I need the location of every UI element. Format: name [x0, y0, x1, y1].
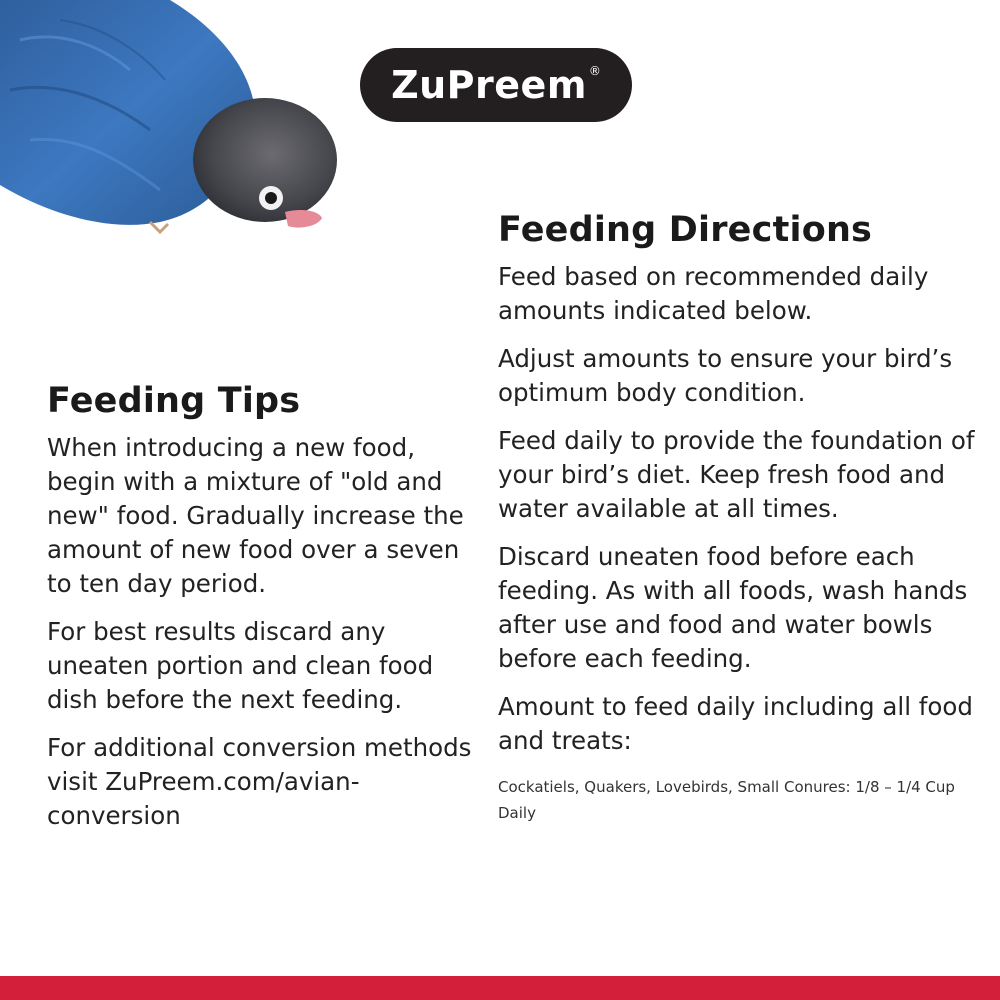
feeding-directions-heading: Feeding Directions	[498, 210, 873, 250]
feeding-directions-paragraph: Feed daily to provide the foundation of your bird’s diet. Keep fresh food and water available at all times.	[498, 426, 975, 523]
feeding-directions-section	[498, 210, 978, 840]
zupreem-logo	[360, 48, 632, 122]
lovebird-image	[0, 0, 345, 240]
feeding-tips-paragraph: For additional conversion methods visit ZuPreem.com/avian-conversion	[47, 733, 472, 830]
feeding-directions-paragraph: Amount to feed daily including all food and treats:	[498, 692, 973, 755]
feeding-directions-paragraph: Discard uneaten food before each feeding. As with all foods, wash hands after use and food and water bowls before each feeding.	[498, 542, 968, 673]
feeding-directions-paragraph: Feed based on recommended daily amounts indicated below.	[498, 262, 929, 325]
feeding-tips-section	[47, 381, 487, 847]
feeding-tips-paragraph: When introducing a new food, begin with a mixture of "old and new" food. Gradually increase the amount of new food over a seven to ten day period.	[47, 433, 464, 598]
feeding-directions-paragraph: Adjust amounts to ensure your bird’s optimum body condition.	[498, 344, 953, 407]
feeding-amount-note: Cockatiels, Quakers, Lovebirds, Small Conures: 1/8 – 1/4 Cup Daily	[498, 778, 955, 822]
logo-text: ZuPreem	[391, 63, 587, 107]
bottom-accent-bar	[0, 976, 1000, 1000]
registered-mark: ®	[588, 64, 601, 78]
feeding-tips-paragraph: For best results discard any uneaten portion and clean food dish before the next feeding.	[47, 617, 434, 714]
feeding-tips-heading: Feeding Tips	[47, 381, 301, 421]
